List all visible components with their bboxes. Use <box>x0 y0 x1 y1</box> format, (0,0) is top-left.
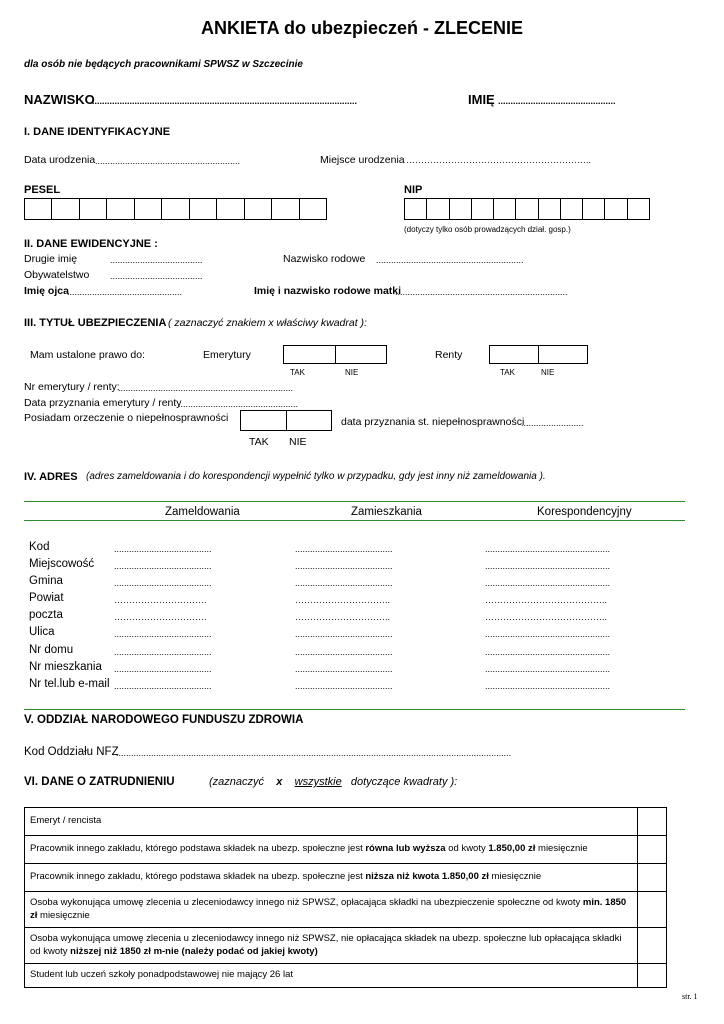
employment-checkbox[interactable] <box>638 892 667 928</box>
pension-no-checkbox[interactable] <box>335 346 387 363</box>
page-title: ANKIETA do ubezpieczeń - ZLECENIE <box>200 18 523 38</box>
employment-row <box>25 808 667 836</box>
pesel-label: PESEL <box>24 184 61 196</box>
employment-row <box>25 892 667 928</box>
citizenship-label: Obywatelstwo <box>24 269 90 281</box>
instruction-all: wszystkie <box>294 776 342 788</box>
address-field[interactable]: ....................................... <box>295 544 393 554</box>
address-row-label: Nr mieszkania <box>29 661 102 673</box>
employment-row <box>25 928 667 964</box>
section-3-title: III. TYTUŁ UBEZPIECZENIA <box>24 317 167 329</box>
address-field[interactable]: ………………………….. <box>295 612 391 622</box>
employment-table <box>24 807 667 988</box>
disability-pension-label: Renty <box>435 349 463 361</box>
employment-row <box>25 836 667 864</box>
first-name-field[interactable]: ............................................... <box>498 96 616 106</box>
section-4-title: IV. ADRES <box>24 471 78 483</box>
address-row-label: Gmina <box>29 575 63 587</box>
address-col-registered: Zameldowania <box>165 506 240 518</box>
surname-label: NAZWISKO <box>24 92 95 107</box>
address-table-top-rule <box>24 501 685 502</box>
pension-checkboxes[interactable] <box>283 345 387 364</box>
mother-name-field[interactable]: ..................................................................... <box>395 287 568 297</box>
disability-pension-no-label: NIE <box>541 368 555 377</box>
page-subtitle: dla osób nie będących pracownikami SPWSZ w Szczecinie <box>24 59 303 70</box>
employment-checkbox[interactable] <box>638 836 667 864</box>
address-col-correspondence: Korespondencyjny <box>537 506 632 518</box>
address-field[interactable]: ………………………………….. <box>485 612 608 622</box>
employment-option-text: Pracownik innego zakładu, którego podstawa składek na ubezp. społeczne jest niższa niż kwota 1.850,00 zł miesięcznie <box>25 864 638 892</box>
right-to-label: Mam ustalone prawo do: <box>30 349 145 361</box>
instruction-part-b: dotyczące kwadraty ): <box>350 776 458 788</box>
family-name-label: Nazwisko rodowe <box>283 253 366 265</box>
employment-option-text: Student lub uczeń szkoły ponadpodstawowej nie mający 26 lat <box>25 964 638 988</box>
address-field[interactable]: ………………………………….. <box>485 595 608 605</box>
disability-date-field[interactable]: ......................... <box>521 418 584 428</box>
mother-name-label: Imię i nazwisko rodowe matki <box>254 285 402 297</box>
employment-checkbox[interactable] <box>638 864 667 892</box>
pesel-boxes[interactable] <box>24 198 327 220</box>
birth-date-field[interactable]: .......................................................... <box>95 156 241 166</box>
birth-place-field[interactable]: …………………………………………………….. <box>406 155 592 165</box>
section-5-title: V. ODDZIAŁ NARODOWEGO FUNDUSZU ZDROWIA <box>24 714 304 726</box>
disability-cert-label: Posiadam orzeczenie o niepełnosprawności <box>24 412 229 424</box>
family-name-field[interactable]: ........................................................... <box>376 255 524 265</box>
section-2-title: II. DANE EWIDENCYJNE : <box>24 238 158 250</box>
pension-date-field[interactable]: ................................................ <box>178 399 299 409</box>
employment-checkbox[interactable] <box>638 928 667 964</box>
employment-checkbox[interactable] <box>638 808 667 836</box>
pension-yes-label: TAK <box>290 368 305 377</box>
second-name-label: Drugie imię <box>24 253 78 265</box>
employment-checkbox[interactable] <box>638 964 667 988</box>
disability-pension-yes-label: TAK <box>500 368 515 377</box>
employment-option-text: Emeryt / rencista <box>25 808 638 836</box>
address-field[interactable]: .................................................. <box>485 578 611 588</box>
nip-label: NIP <box>404 184 423 196</box>
employment-option-text: Osoba wykonująca umowę zlecenia u zleceniodawcy innego niż SPWSZ, opłacająca składki na ubezpieczenie społeczne od kwoty min. 1850 zł miesięcznie <box>25 892 638 928</box>
pension-yes-checkbox[interactable] <box>284 346 335 363</box>
instruction-part-a: (zaznaczyć <box>209 776 265 788</box>
disability-cert-checkboxes[interactable] <box>240 410 332 431</box>
address-table-bottom-rule <box>24 709 685 710</box>
address-field[interactable]: ....................................... <box>295 578 393 588</box>
address-row-label: Miejscowość <box>29 558 95 570</box>
nfz-code-field[interactable]: .............................................................................................................................................................. <box>116 748 512 758</box>
citizenship-field[interactable]: ..................................... <box>110 271 203 281</box>
address-row-label: Nr domu <box>29 644 74 656</box>
address-field[interactable]: ....................................... <box>295 681 393 691</box>
father-name-field[interactable]: .............................................. <box>67 287 183 297</box>
address-field[interactable]: ....................................... <box>114 647 212 657</box>
pension-number-label: Nr emerytury / renty: <box>24 381 120 393</box>
birth-place-label: Miejsce urodzenia <box>320 154 405 166</box>
nip-boxes[interactable] <box>404 198 650 220</box>
disability-date-label: data przyznania st. niepełnosprawności <box>341 416 525 428</box>
employment-option-text: Osoba wykonująca umowę zlecenia u zleceniodawcy innego niż SPWSZ, nie opłacająca składek na ubezp. społeczne lub opłacająca składki od kwoty niższej niż 1850 zł m-nie (należy podać od jakiej kwoty) <box>25 928 638 964</box>
address-field[interactable]: .................................................. <box>485 664 611 674</box>
address-field[interactable]: .................................................. <box>485 561 611 571</box>
address-field[interactable]: …………………………. <box>114 595 207 605</box>
pension-date-label: Data przyznania emerytury / renty <box>24 397 182 409</box>
section-6-instruction <box>209 776 457 788</box>
address-field[interactable]: ....................................... <box>114 664 212 674</box>
address-field[interactable]: ....................................... <box>114 578 212 588</box>
address-field[interactable]: .................................................. <box>485 681 611 691</box>
disability-cert-yes-label: TAK <box>249 436 269 448</box>
disability-cert-yes-checkbox[interactable] <box>241 411 286 430</box>
disability-cert-no-label: NIE <box>289 436 307 448</box>
disability-pension-checkboxes[interactable] <box>489 345 588 364</box>
section-4-instruction: (adres zameldowania i do korespondencji wypełnić tylko w przypadku, gdy jest inny niż zameldowania ). <box>86 471 546 482</box>
surname-field[interactable]: .......................................................................................................... <box>92 96 358 106</box>
employment-row <box>25 964 667 988</box>
father-name-label: Imię ojca <box>24 285 69 297</box>
address-field[interactable]: .................................................. <box>485 647 611 657</box>
address-field[interactable]: ....................................... <box>114 629 212 639</box>
address-field[interactable]: ………………………….. <box>295 595 391 605</box>
pension-number-field[interactable]: ...................................................................... <box>118 383 294 393</box>
instruction-x: x <box>276 776 283 788</box>
address-field[interactable]: ....................................... <box>295 561 393 571</box>
address-field[interactable]: .................................................. <box>485 544 611 554</box>
address-col-residence: Zamieszkania <box>351 506 422 518</box>
employment-row <box>25 864 667 892</box>
address-row-label: Powiat <box>29 592 64 604</box>
nfz-code-label: Kod Oddziału NFZ <box>24 746 119 758</box>
address-field[interactable]: ....................................... <box>295 647 393 657</box>
disability-pension-yes-checkbox[interactable] <box>490 346 538 363</box>
address-field[interactable]: ....................................... <box>295 629 393 639</box>
address-row-label: poczta <box>29 609 63 621</box>
page-number: str. 1 <box>682 992 698 1001</box>
disability-pension-no-checkbox[interactable] <box>538 346 587 363</box>
address-row-label: Nr tel.lub e-mail <box>29 678 110 690</box>
employment-option-text: Pracownik innego zakładu, którego podstawa składek na ubezp. społeczne jest równa lub wyższa od kwoty 1.850,00 zł miesięcznie <box>25 836 638 864</box>
address-field[interactable]: …………………………. <box>114 612 207 622</box>
address-row-label: Ulica <box>29 626 55 638</box>
second-name-field[interactable]: ..................................... <box>110 255 203 265</box>
disability-cert-no-checkbox[interactable] <box>286 411 332 430</box>
section-6-title: VI. DANE O ZATRUDNIENIU <box>24 776 175 788</box>
address-table-header-rule <box>24 520 685 521</box>
address-field[interactable]: .................................................. <box>485 629 611 639</box>
section-3-instruction: ( zaznaczyć znakiem x właściwy kwadrat ): <box>168 317 367 329</box>
address-field[interactable]: ....................................... <box>114 544 212 554</box>
pension-label: Emerytury <box>203 349 251 361</box>
address-row-label: Kod <box>29 541 50 553</box>
section-1-title: I. DANE IDENTYFIKACYJNE <box>24 126 171 138</box>
address-field[interactable]: ....................................... <box>114 681 212 691</box>
nip-note: (dotyczy tylko osób prowadzących dział. gosp.) <box>404 225 571 234</box>
first-name-label: IMIĘ <box>468 92 495 107</box>
address-field[interactable]: ....................................... <box>295 664 393 674</box>
pension-no-label: NIE <box>345 368 359 377</box>
birth-date-label: Data urodzenia <box>24 154 96 166</box>
address-field[interactable]: ....................................... <box>114 561 212 571</box>
